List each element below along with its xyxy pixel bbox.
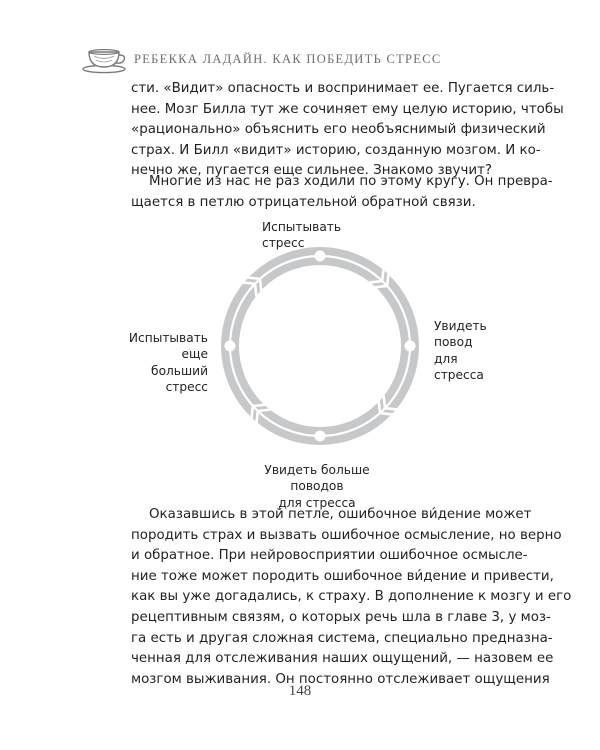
arrow-chevron xyxy=(373,395,398,420)
label-line: Испытывать xyxy=(128,331,208,345)
ring-node xyxy=(225,341,236,352)
ring-node xyxy=(315,431,326,442)
diagram-label-right xyxy=(434,318,504,384)
diagram-label-top xyxy=(262,219,382,252)
text-line: мозгом выживания. Он постоянно отслеживает ощущения xyxy=(131,671,550,687)
ring-groove xyxy=(230,256,410,436)
text-line: Многие из нас не раз ходили по этому кругу. Он превра- xyxy=(149,174,553,189)
paragraph-3 xyxy=(131,505,572,690)
text-line: ние тоже может породить ошибочное ви́дение и привести, xyxy=(131,568,554,584)
label-line: Увидеть xyxy=(434,319,487,333)
label-line: Увидеть больше поводов xyxy=(264,463,370,494)
text-line: сти. «Видит» опасность и воспринимает ее. Пугается силь- xyxy=(131,81,555,96)
text-line: нечно же, пугается еще сильнее. Знакомо звучит? xyxy=(131,163,492,179)
text-line: нее. Мозг Билла тут же сочиняет ему целую историю, чтобы xyxy=(131,101,564,117)
text-line: «рационально» объяснить его необъяснимый физический xyxy=(131,122,546,138)
diagram-label-left xyxy=(124,330,208,396)
label-line: повод xyxy=(434,335,473,350)
text-line: и обратное. При нейровосприятии ошибочное осмысле- xyxy=(131,548,528,564)
page-number: 148 xyxy=(288,683,312,699)
text-line: страх. И Билл «видит» историю, созданную мозгом. И ко- xyxy=(131,142,541,158)
arrow-chevron xyxy=(369,268,394,293)
running-title: РЕБЕККА ЛАДАЙН. КАК ПОБЕДИТЬ СТРЕСС xyxy=(134,51,442,66)
label-line: стресс xyxy=(165,380,208,395)
text-line: га есть и другая сложная система, специально предназна- xyxy=(131,630,553,646)
arrow-chevron xyxy=(246,399,271,424)
ring-band xyxy=(230,256,410,436)
running-head xyxy=(82,44,442,74)
text-line: щается в петлю отрицательной обратной связи. xyxy=(131,194,476,210)
arrow-chevron xyxy=(242,272,267,297)
diagram-label-bottom xyxy=(242,462,392,511)
paragraph-2 xyxy=(131,172,553,213)
label-line: для стресса xyxy=(278,495,356,510)
text-line: Оказавшись в этой петле, ошибочное ви́дение может xyxy=(149,507,532,522)
feedback-ring xyxy=(225,251,416,442)
label-line: Испытывать стресс xyxy=(262,220,342,251)
text-line: рецептивным связям, о которых речь шла в главе 3, у моз- xyxy=(131,609,551,625)
ring-node xyxy=(315,251,326,262)
ring-node xyxy=(405,341,416,352)
label-line: для xyxy=(434,351,458,366)
text-line: ченная для отслеживания наших ощущений, — назовем ее xyxy=(131,651,554,667)
label-line: стресса xyxy=(434,368,484,383)
text-line: породить страх и вызвать ошибочное осмысление, но верно xyxy=(131,527,562,543)
teacup-icon xyxy=(82,44,128,74)
text-line: как вы уже догадались, к страху. В дополнение к мозгу и его xyxy=(131,589,572,605)
label-line: еще больший xyxy=(151,347,208,378)
